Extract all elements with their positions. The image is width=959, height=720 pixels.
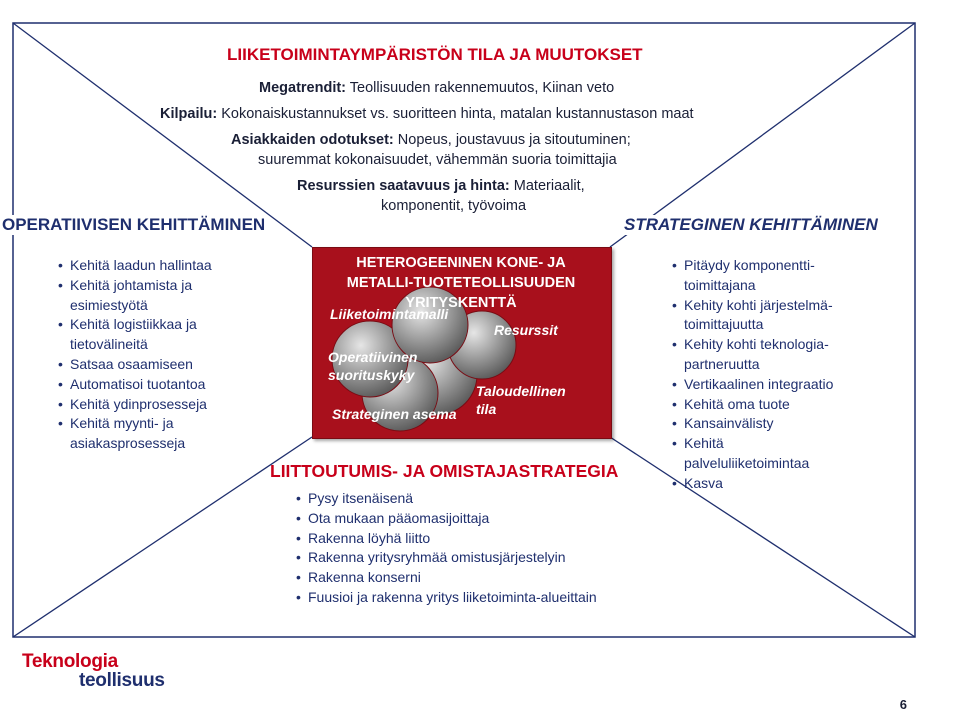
strategic-item [672, 296, 912, 336]
competition-line [160, 106, 694, 122]
strategic-item-text: Kehity kohti teknologia- [684, 336, 829, 353]
operational-item [58, 276, 278, 316]
alliance-item [296, 548, 656, 568]
operational-item-cont: esimiestyötä [70, 296, 148, 313]
operational-item-text: Kehitä laadun hallintaa [70, 257, 212, 273]
industry-title-line1: HETEROGEENINEN KONE- JA [356, 255, 566, 271]
operational-item [58, 395, 278, 415]
alliance-heading: LIITTOUTUMIS- JA OMISTAJASTRATEGIA [270, 461, 619, 481]
operational-item-text: Kehitä myynti- ja [70, 415, 174, 432]
alliance-item-text: Rakenna yritysryhmää omistusjärjestelyin [308, 549, 566, 566]
strategic-item [672, 256, 912, 296]
customers-line-1 [231, 132, 631, 148]
strategic-item-text: Kasva [684, 474, 723, 491]
operational-heading: OPERATIIVISEN KEHITTÄMINEN [2, 215, 266, 234]
circle-label-financial-l2: tila [476, 401, 497, 417]
alliance-item-text: Pysy itsenäisenä [308, 490, 414, 506]
alliance-item-text: Ota mukaan pääomasijoittaja [308, 509, 490, 526]
logo-line-1: Teknologia [22, 651, 118, 672]
circle-label-financial [476, 382, 566, 418]
strategic-item [672, 375, 912, 395]
environment-title: LIIKETOIMINTAYMPÄRISTÖN TILA JA MUUTOKSET [227, 45, 643, 64]
alliance-item [296, 529, 656, 549]
industry-title-line2: METALLI-TUOTETEOLLISUUDEN [346, 275, 576, 291]
alliance-item-text: Fuusioi ja rakenna yritys liiketoiminta-alueittain [308, 588, 597, 605]
operational-item [58, 315, 278, 355]
resources-label: Resurssien saatavuus ja hinta: [297, 178, 510, 194]
megatrends-text: Teollisuuden rakennemuutos, Kiinan veto [349, 80, 615, 96]
alliance-list [296, 489, 656, 608]
alliance-item [296, 588, 656, 608]
strategic-item [672, 414, 912, 434]
operational-item-text: Kehitä logistiikkaa ja [70, 316, 197, 333]
strategic-item-cont: toimittajana [684, 276, 756, 293]
customers-line-2: suuremmat kokonaisuudet, vähemmän suoria toimittajia [258, 152, 617, 168]
operational-item [58, 414, 278, 454]
megatrends-line [259, 80, 614, 96]
strategic-item-text: Kehity kohti järjestelmä- [684, 296, 833, 313]
strategic-item [672, 395, 912, 415]
operational-item-text: Kehitä ydinprosesseja [70, 395, 207, 412]
competition-text: Kokonaiskustannukset vs. suoritteen hinta, matalan kustannustason maat [221, 106, 694, 122]
resources-text-1: Materiaalit, [513, 178, 585, 194]
strategic-item-text: Kehitä [684, 435, 724, 452]
diagonal-bottom-left [13, 437, 312, 637]
strategic-item-cont: toimittajuutta [684, 316, 764, 333]
alliance-item-text: Rakenna konserni [308, 569, 421, 586]
logo-line-2: teollisuus [79, 670, 165, 691]
industry-title [312, 253, 610, 313]
megatrends-label: Megatrendit: [259, 80, 346, 96]
alliance-item-text: Rakenna löyhä liitto [308, 529, 431, 546]
strategic-item-cont: partneruutta [684, 355, 760, 372]
circle-label-financial-l1: Taloudellinen [476, 383, 566, 399]
strategic-item-text: Vertikaalinen integraatio [684, 375, 834, 392]
operational-item-text: Kehitä johtamista ja [70, 276, 193, 293]
operational-item [58, 256, 278, 276]
circle-label-operative-l1: Operatiivinen [328, 349, 418, 365]
industry-title-line3: YRITYSKENTTÄ [405, 295, 517, 311]
circle-label-business-model: Liiketoimintamalli [330, 306, 449, 322]
strategic-item-cont: palveluliiketoimintaa [684, 454, 810, 471]
operational-item-cont: asiakasprosesseja [70, 435, 186, 452]
operational-item-text: Satsaa osaamiseen [70, 355, 193, 372]
alliance-item [296, 568, 656, 588]
strategic-item-text: Pitäydy komponentti- [684, 257, 815, 273]
strategic-item-text: Kansainvälisty [684, 415, 774, 432]
alliance-item [296, 509, 656, 529]
circle-label-resources: Resurssit [494, 322, 558, 338]
competition-label: Kilpailu: [160, 106, 218, 122]
resources-line-1 [297, 178, 585, 194]
customers-text-1: Nopeus, joustavuus ja sitoutuminen; [397, 132, 631, 148]
strategic-item-text: Kehitä oma tuote [684, 395, 790, 412]
alliance-item [296, 489, 656, 509]
strategic-item [672, 335, 912, 375]
strategic-heading: STRATEGINEN KEHITTÄMINEN [624, 215, 878, 234]
resources-line-2: komponentit, työvoima [381, 198, 527, 214]
operational-item [58, 355, 278, 375]
circle-label-operative-l2: suorituskyky [328, 367, 415, 383]
page-number: 6 [899, 697, 907, 712]
operational-item-text: Automatisoi tuotantoa [70, 375, 206, 392]
strategic-list [672, 256, 912, 494]
company-logo [22, 652, 165, 690]
customers-label: Asiakkaiden odotukset: [231, 132, 394, 148]
operational-list [58, 256, 278, 454]
operational-item [58, 375, 278, 395]
strategic-item [672, 434, 912, 474]
operational-item-cont: tietovälineitä [70, 336, 148, 353]
circle-label-operative [328, 348, 417, 384]
circle-label-strategic: Strateginen asema [332, 406, 457, 422]
strategic-item [672, 474, 912, 494]
